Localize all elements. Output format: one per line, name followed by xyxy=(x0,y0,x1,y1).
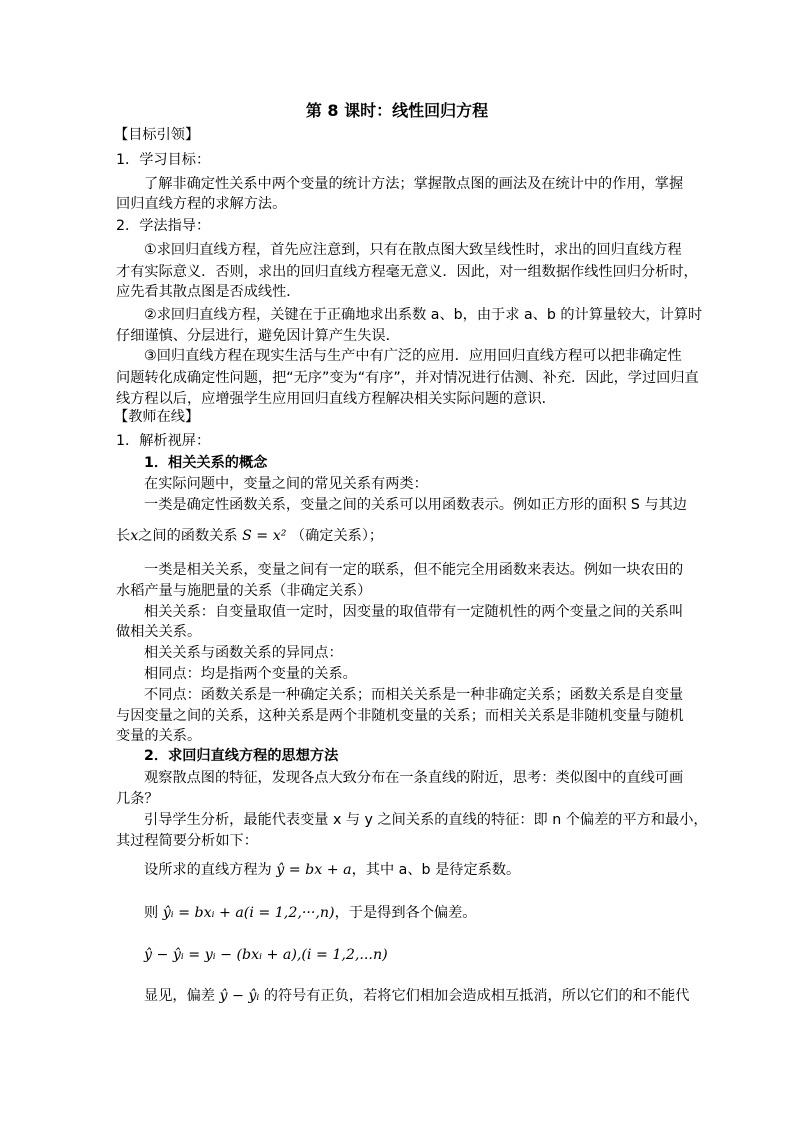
para-scatter-line-1: 观察散点图的特征，发现各点大致分布在一条直线的附近，思考：类似图中的直线可画 xyxy=(144,770,684,786)
text-sign-cancel: 的符号有正负，若将它们相加会造成相互抵消，所以它们的和不能代 xyxy=(263,988,690,1004)
para-guide-line-1: 引导学生分析，最能代表变量 x 与 y 之间关系的直线的特征：即 n 个偏差的平方和最小， xyxy=(144,812,708,828)
text-coefficients: ，其中 a、b 是待定系数。 xyxy=(351,862,521,878)
text-assume: 设所求的直线方程为 xyxy=(144,862,272,878)
guide1-line-3: 应先看其散点图是否成线性． xyxy=(116,284,301,300)
guide3-line-2: 问题转化成确定性问题，把“无序”变为“有序”，并对情况进行估测、补充．因此，学过回归直 xyxy=(116,370,699,386)
page-title: 第 8 课时：线性回归方程 xyxy=(305,101,489,120)
text-obviously: 显见，偏差 xyxy=(144,988,215,1004)
formula-s-x2: S = x² xyxy=(242,528,287,544)
guide2-line-2: 仔细谨慎、分层进行，避免因计算产生失误． xyxy=(116,328,400,344)
para-definition-line-1: 相关关系：自变量取值一定时，因变量的取值带有一定随机性的两个变量之间的关系叫 xyxy=(144,604,684,620)
subheading-correlation: 1．相关关系的概念 xyxy=(144,455,268,471)
para-diff-line-3: 变量的关系。 xyxy=(116,728,202,744)
formula-yhat-i: ŷᵢ = bxᵢ + a(i = 1,2,···,n) xyxy=(162,905,335,921)
guide1-line-2: 才有实际意义．否则，求出的回归直线方程毫无意义．因此，对一组数据作线性回归分析时， xyxy=(116,264,698,280)
para-diff-line-2: 与因变量之间的关系，这种关系是两个非随机变量的关系；而相关关系是非随机变量与随机 xyxy=(116,708,684,724)
para-function-line-2 xyxy=(116,526,383,546)
item-study-guide: 2．学法指导： xyxy=(116,218,211,234)
formula-yhat-bx-a: ŷ = bx + a xyxy=(276,862,352,878)
para-equation-assume xyxy=(144,860,520,880)
text-then: 则 xyxy=(144,905,159,921)
section-heading-goals: 【目标引领】 xyxy=(114,127,200,143)
para-correlation-line-2: 水稻产量与施肥量的关系（非确定关系） xyxy=(116,583,372,599)
subheading-regression-method: 2．求回归直线方程的思想方法 xyxy=(144,748,339,764)
goal-line-1: 了解非确定性关系中两个变量的统计方法；掌握散点图的画法及在统计中的作用，掌握 xyxy=(144,176,684,192)
para-same: 相同点：均是指两个变量的关系。 xyxy=(144,666,357,682)
para-deviation-sign xyxy=(144,986,689,1006)
text-certain-relation: （确定关系）； xyxy=(290,528,384,544)
section-heading-teacher: 【教师在线】 xyxy=(114,409,200,425)
item-learning-goals: 1．学习目标： xyxy=(116,152,211,168)
goal-line-2: 回归直线方程的求解方法。 xyxy=(116,196,287,212)
guide1-line-1: ①求回归直线方程，首先应注意到，只有在散点图大致呈线性时，求出的回归直线方程 xyxy=(144,242,682,258)
text-deviations: ，于是得到各个偏差。 xyxy=(334,905,477,921)
text-chang: 长 xyxy=(116,528,131,544)
guide2-line-1: ②求回归直线方程，关键在于正确地求出系数 a、b，由于求 a、b 的计算量较大，计算时 xyxy=(144,307,703,323)
para-function-line-1: 一类是确定性函数关系，变量之间的关系可以用函数表示。例如正方形的面积 S 与其边 xyxy=(144,497,687,513)
text-relation: 之间的函数关系 xyxy=(138,528,238,544)
para-scatter-line-2: 几条？ xyxy=(116,791,159,807)
para-compare: 相关关系与函数关系的异同点： xyxy=(144,645,343,661)
para-diff-line-1: 不同点：函数关系是一种确定关系；而相关关系是一种非确定关系；函数关系是自变量 xyxy=(144,687,684,703)
formula-yhat-diff: ŷ − ŷᵢ xyxy=(219,988,260,1004)
para-guide-line-2: 其过程简要分析如下： xyxy=(116,833,258,849)
para-definition-line-2: 做相关关系。 xyxy=(116,624,202,640)
para-correlation-line-1: 一类是相关关系，变量之间有一定的联系，但不能完全用函数来表达。例如一块农田的 xyxy=(144,562,684,578)
guide3-line-1: ③回归直线方程在现实生活与生产中有广泛的应用．应用回归直线方程可以把非确定性 xyxy=(144,348,682,364)
var-x: x xyxy=(130,528,139,544)
formula-deviation: ŷ − ŷᵢ = yᵢ − (bxᵢ + a),(i = 1,2,...n) xyxy=(144,947,388,963)
guide3-line-3: 线方程以后，应增强学生应用回归直线方程解决相关实际问题的意识． xyxy=(116,391,556,407)
item-analysis: 1．解析视屏： xyxy=(116,433,211,449)
para-equation-i xyxy=(144,903,476,923)
para-two-types: 在实际问题中，变量之间的常见关系有两类： xyxy=(144,476,428,492)
